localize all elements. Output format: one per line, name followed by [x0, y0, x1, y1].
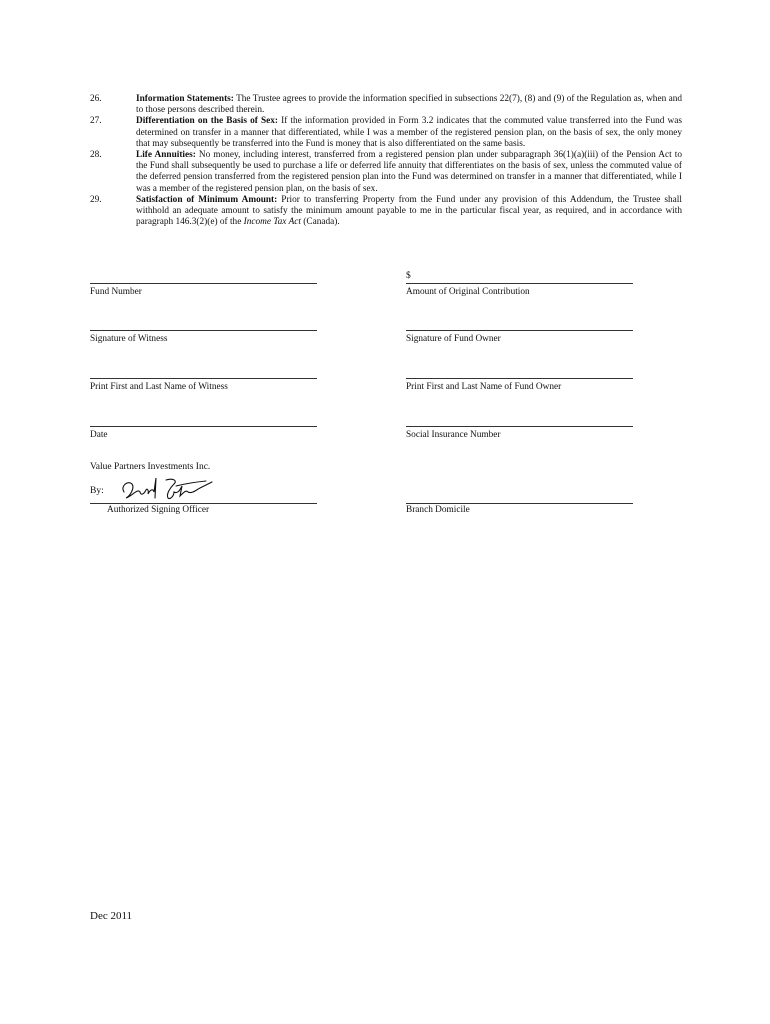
clause-text: The Trustee agrees to provide the information specified in subsections 22(7), (8) and (9) of the Regulation as, when and to those persons described therein. — [136, 94, 682, 116]
clause-number: 27. — [90, 116, 102, 127]
owner-name-field[interactable] — [406, 366, 633, 392]
owner-signature-label: Signature of Fund Owner — [406, 334, 501, 344]
footer-date: Dec 2011 — [90, 910, 133, 922]
original-contribution-label: Amount of Original Contribution — [406, 287, 530, 297]
clause-29 — [90, 195, 682, 229]
clause-26 — [90, 94, 682, 116]
clause-number: 26. — [90, 94, 102, 104]
date-line[interactable] — [90, 414, 317, 427]
witness-name-line[interactable] — [90, 366, 317, 379]
clause-italic-text: Income Tax Act — [243, 217, 301, 228]
branch-domicile-line[interactable] — [406, 503, 633, 504]
witness-signature-label: Signature of Witness — [90, 334, 168, 344]
clause-body — [136, 94, 682, 116]
clause-heading: Information Statements: — [136, 94, 234, 104]
clause-body — [136, 116, 682, 150]
owner-name-line[interactable] — [406, 366, 633, 379]
witness-signature-field[interactable] — [90, 318, 317, 344]
original-contribution-field[interactable] — [406, 271, 633, 297]
date-field[interactable] — [90, 414, 317, 440]
clause-number: 28. — [90, 150, 102, 161]
original-contribution-line[interactable] — [406, 271, 633, 284]
handwritten-signature — [118, 474, 214, 504]
by-label: By: — [90, 486, 104, 496]
date-label: Date — [90, 430, 108, 440]
branch-domicile-field[interactable] — [406, 474, 633, 504]
clause-heading: Life Annuities: — [136, 150, 196, 161]
clause-text: If the information provided in Form 3.2 indicates that the commuted value transferred into the Fund was determined on transfer in a manner that differentiated, while I was a member of the registered pension plan, on the basis of sex, the only money that may subsequently be transferred into the Fund is money that is also differentiated on the same basis. — [136, 116, 683, 149]
company-name: Value Partners Investments Inc. — [90, 462, 211, 472]
owner-signature-line[interactable] — [406, 318, 633, 331]
witness-name-field[interactable] — [90, 366, 317, 392]
sin-field[interactable] — [406, 414, 633, 440]
clause-heading: Satisfaction of Minimum Amount: — [136, 194, 278, 205]
clause-text: No money, including interest, transferred from a registered pension plan under subparagraph 36(1)(a)(iii) of the Pension Act to the Fund shall subsequently be used to purchase a life or deferred life annuity that differentiates on the basis of sex, unless the commuted value of the deferred pension transferred from the registered pension plan into the Fund was determined on transfer in a manner that differentiated, while I was a member of the registered pension plan, on the basis of sex. — [136, 150, 682, 194]
company-signature-line — [90, 503, 317, 504]
owner-signature-field[interactable] — [406, 318, 633, 344]
witness-name-label: Print First and Last Name of Witness — [90, 382, 228, 392]
clause-number: 29. — [90, 194, 102, 205]
sin-line[interactable] — [406, 414, 633, 427]
owner-name-label: Print First and Last Name of Fund Owner — [406, 382, 562, 392]
clause-body — [136, 150, 682, 195]
currency-symbol: $ — [406, 271, 411, 281]
company-signature-field — [90, 474, 317, 504]
clause-text: Prior to transferring Property from the Fund under any provision of this Addendum, the Trustee shall withhold an adequate amount to satisfy the minimum amount payable to me in the particular fiscal year, as required, and in accordance with paragraph 146.3(2)(e) of the — [136, 194, 682, 228]
addendum-clauses — [90, 94, 682, 228]
fund-number-line[interactable] — [90, 271, 317, 284]
clause-27 — [90, 116, 682, 150]
witness-signature-line[interactable] — [90, 318, 317, 331]
fund-number-label: Fund Number — [90, 287, 142, 297]
clause-heading: Differentiation on the Basis of Sex: — [136, 116, 278, 127]
sin-label: Social Insurance Number — [406, 430, 501, 440]
fund-number-field[interactable] — [90, 271, 317, 297]
clause-text: (Canada). — [300, 217, 340, 228]
clause-body — [136, 195, 682, 229]
branch-domicile-label: Branch Domicile — [406, 505, 470, 515]
officer-title: Authorized Signing Officer — [107, 505, 210, 515]
clause-28 — [90, 150, 682, 195]
